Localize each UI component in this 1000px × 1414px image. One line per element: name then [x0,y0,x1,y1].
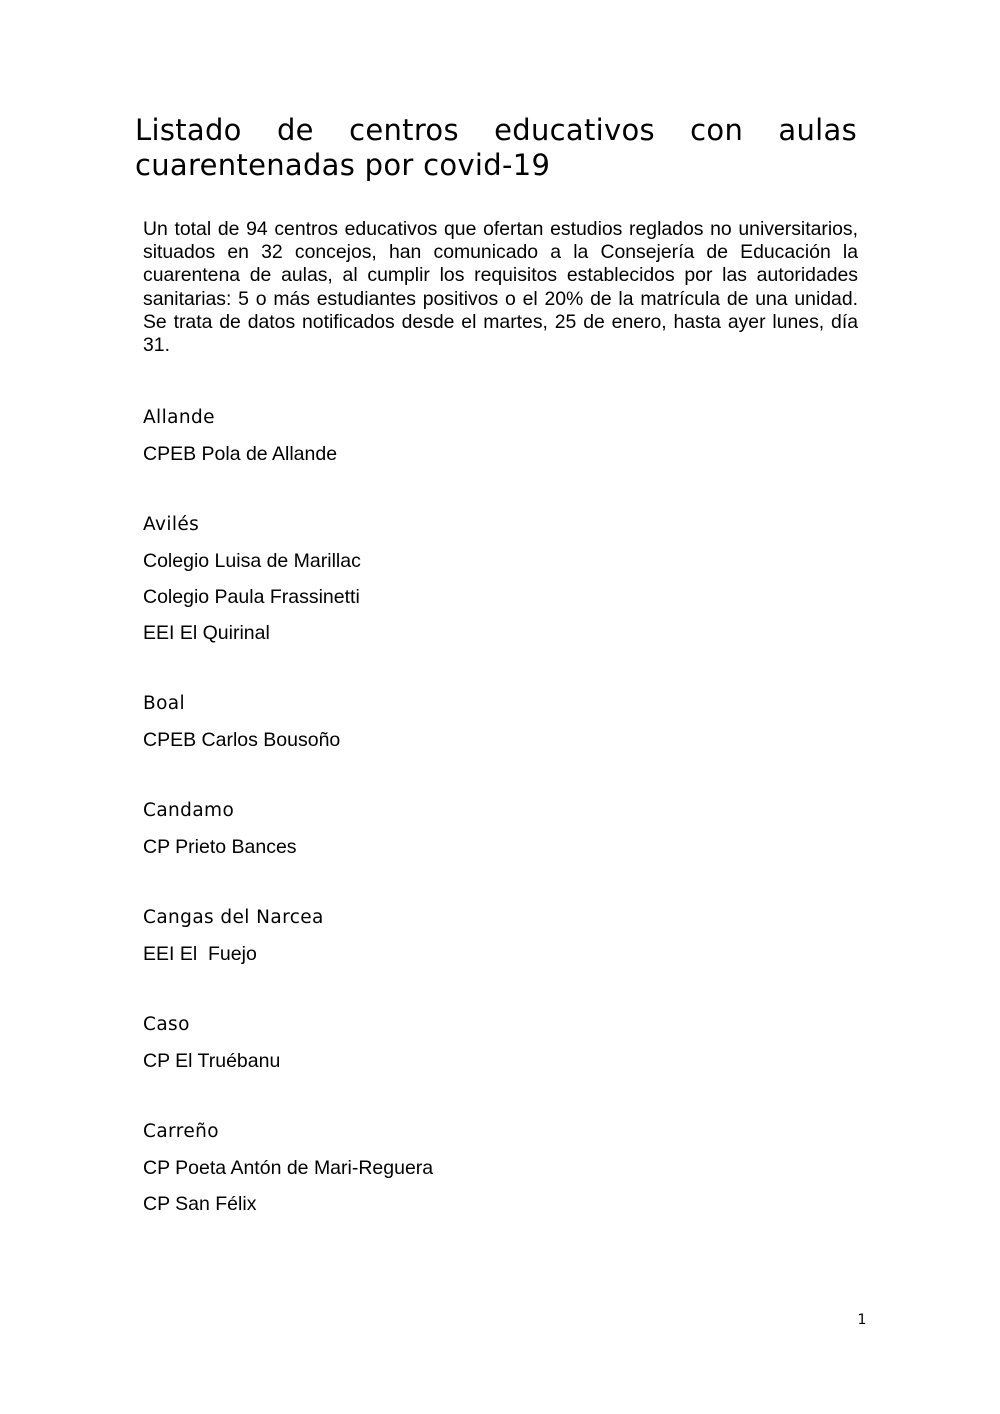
school-item: CPEB Pola de Allande [143,443,338,465]
council-group [143,404,858,476]
council-group [143,511,858,655]
council-group [143,1011,858,1083]
school-item: CPEB Carlos Bousoño [143,729,341,751]
council-name: Allande [143,407,215,428]
council-name: Carreño [143,1121,219,1142]
school-item: Colegio Luisa de Marillac [143,550,361,572]
school-item: Colegio Paula Frassinetti [143,586,360,608]
school-item: CP Poeta Antón de Mari-Reguera [143,1157,434,1179]
school-item: CP San Félix [143,1193,257,1215]
council-group [143,1118,858,1226]
council-name: Boal [143,693,186,714]
council-listing [143,404,858,1261]
council-name: Avilés [143,514,200,535]
council-name: Cangas del Narcea [143,907,324,928]
school-item: CP El Truébanu [143,1050,281,1072]
school-item: EEI El Quirinal [143,622,270,644]
council-group [143,797,858,869]
page-number: 1 [857,1312,867,1328]
council-name: Caso [143,1014,190,1035]
council-group [143,904,858,976]
council-group [143,690,858,762]
school-item: EEI El Fuejo [143,943,257,965]
document-title: Listado de centros educativos con aulas cuarentenadas por covid-19 [135,113,857,182]
intro-paragraph: Un total de 94 centros educativos que ofertan estudios reglados no universitarios, situados en 32 concejos, han comunicado a la Consejería de Educación la cuarentena de aulas, al cumplir los requisitos establecidos por las autoridades sanitarias: 5 o más estudiantes positivos o el 20% de la matrícula de una unidad. Se trata de datos notificados desde el martes, 25 de enero, hasta ayer lunes, día 31. [143,218,858,357]
school-item: CP Prieto Bances [143,836,297,858]
council-name: Candamo [143,800,235,821]
